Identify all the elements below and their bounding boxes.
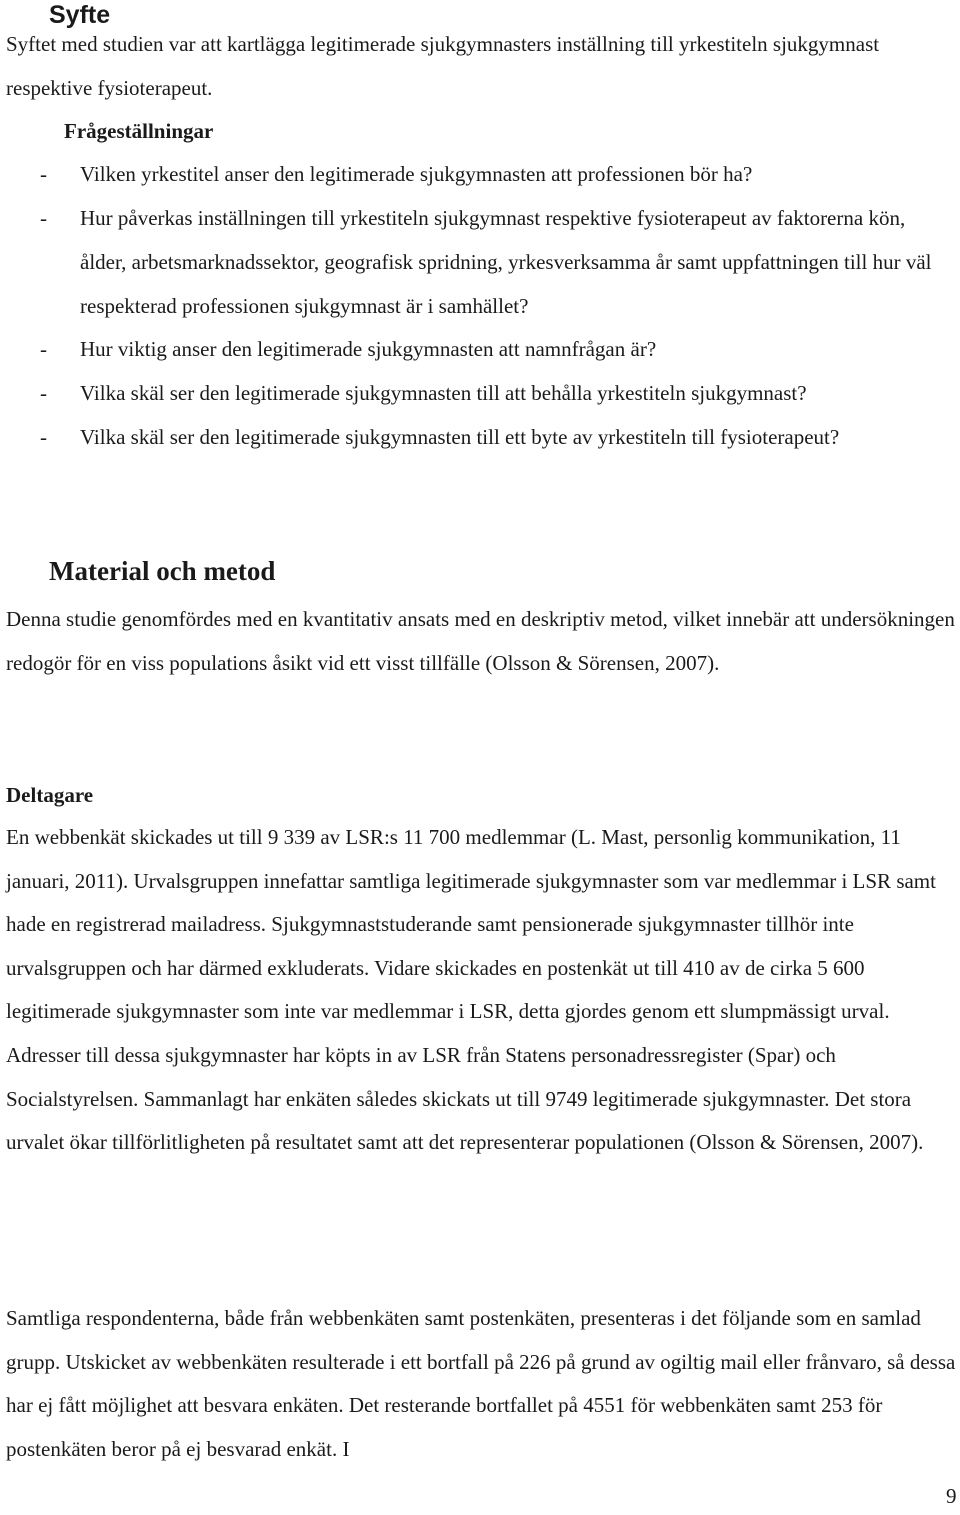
syfte-heading: Syfte	[49, 1, 111, 29]
syfte-text: Syftet med studien var att kartlägga legitimerade sjukgymnasters inställning till yrkestiteln sjukgymnast respektive fysioterapeut.	[6, 32, 880, 100]
question-item-4	[40, 371, 955, 415]
question-text-4: Vilka skäl ser den legitimerade sjukgymnasten till att behålla yrkestiteln sjukgymnast?	[80, 381, 807, 405]
question-item-3	[40, 327, 955, 371]
question-item-1	[40, 152, 955, 196]
deltagare-paragraph-2: Samtliga respondenterna, både från webbenkäten samt postenkäten, presenteras i det följande som en samlad grupp. Utskicket av webbenkäten resulterade i ett bortfall på 226 på grund av ogiltig mail eller frånvaro, så dessa har ej fått möjlighet att besvara enkäten. Det resterande bortfallet på 4551 för webbenkäten samt 253 för postenkäten beror på ej besvarad enkät. I	[6, 1306, 956, 1461]
material-text: Denna studie genomfördes med en kvantitativ ansats med en deskriptiv metod, vilket innebär att undersökningen redogör för en viss populations åsikt vid ett visst tillfälle (Olsson & Sörensen, 2007).	[6, 607, 955, 675]
page-number: 9	[946, 1484, 957, 1508]
deltagare-paragraph-1: En webbenkät skickades ut till 9 339 av LSR:s 11 700 medlemmar (L. Mast, personlig kommunikation, 11 januari, 2011). Urvalsgruppen innefattar samtliga legitimerade sjukgymnaster som var medlemmar i LSR samt hade en registrerad mailadress. Sjukgymnaststuderande samt pensionerade sjukgymnaster tillhör inte urvalsgruppen och har därmed exkluderats. Vidare skickades en postenkät ut till 410 av de cirka 5 600 legitimerade sjukgymnaster som inte var medlemmar i LSR, detta gjordes genom ett slumpmässigt urval. Adresser till dessa sjukgymnaster har köpts in av LSR från Statens personadressregister (Spar) och Socialstyrelsen. Sammanlagt har enkäten således skickats ut till 9749 legitimerade sjukgymnaster. Det stora urvalet ökar tillförlitligheten på resultatet samt att det representerar populationen (Olsson & Sörensen, 2007).	[6, 825, 936, 1155]
list-dash: -	[40, 337, 47, 361]
question-item-2	[40, 196, 955, 328]
list-dash: -	[40, 206, 47, 230]
question-item-5	[40, 415, 955, 459]
question-text-1: Vilken yrkestitel anser den legitimerade sjukgymnasten att professionen bör ha?	[80, 162, 753, 186]
deltagare-heading: Deltagare	[6, 783, 94, 807]
list-dash: -	[40, 425, 47, 449]
material-heading: Material och metod	[49, 556, 276, 586]
question-text-5: Vilka skäl ser den legitimerade sjukgymnasten till ett byte av yrkestiteln till fysioterapeut?	[80, 425, 840, 449]
list-dash: -	[40, 162, 47, 186]
list-dash: -	[40, 381, 47, 405]
question-text-3: Hur viktig anser den legitimerade sjukgymnasten att namnfrågan är?	[80, 337, 657, 361]
question-text-2: Hur påverkas inställningen till yrkestiteln sjukgymnast respektive fysioterapeut av faktorerna kön, ålder, arbetsmarknadssektor, geografisk spridning, yrkesverksamma år samt uppfattningen till hur väl respekterad professionen sjukgymnast är i samhället?	[80, 206, 932, 318]
fragestallningar-heading: Frågeställningar	[64, 119, 214, 143]
